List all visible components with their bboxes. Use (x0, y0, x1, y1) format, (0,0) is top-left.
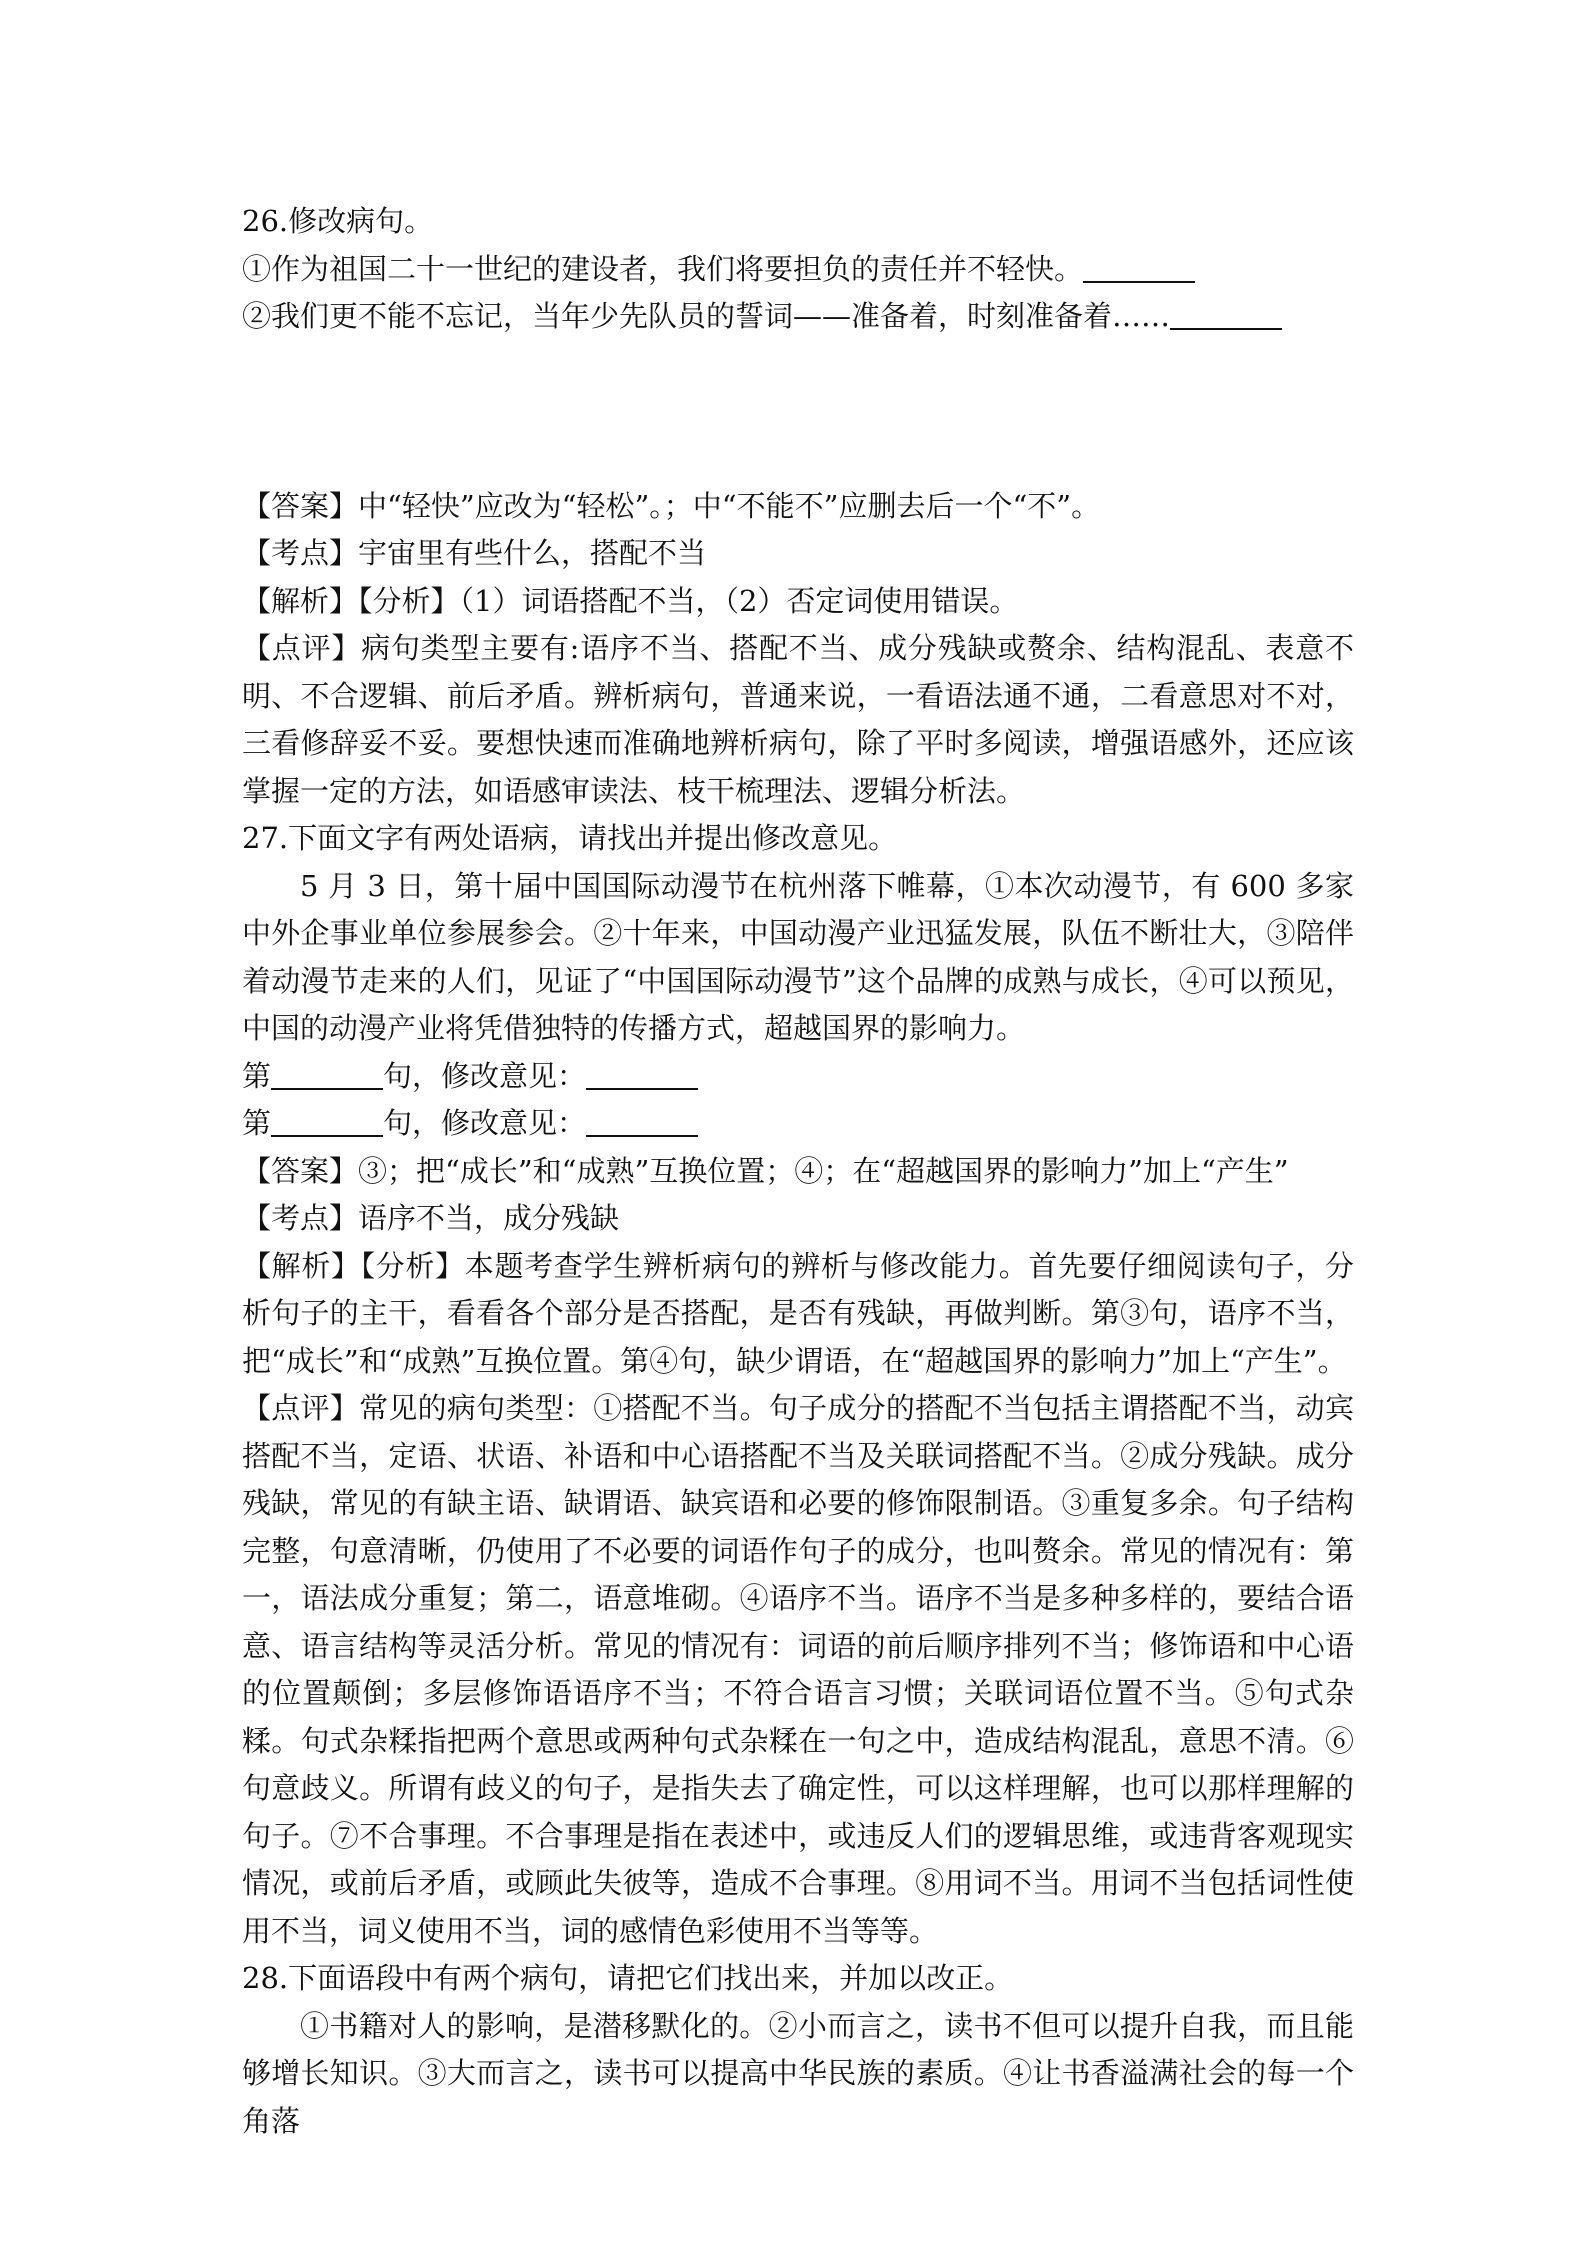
revision-blank[interactable] (586, 1105, 698, 1137)
q26-answer: 【答案】中“轻快”应改为“轻松”。；中“不能不”应删去后一个“不”。 (242, 488, 1101, 523)
q26-point: 【考点】宇宙里有些什么，搭配不当 (242, 536, 707, 570)
fill-prefix: 第 (242, 1058, 272, 1093)
fill-prefix: 第 (242, 1106, 272, 1140)
q27-comment: 【点评】常见的病句类型：①搭配不当。句子成分的搭配不当包括主谓搭配不当，动宾搭配不当，定语、状语、补语和中心语搭配不当及关联词搭配不当。②成分残缺。成分残缺，常见的有缺主语、缺谓语、缺宾语和必要的修饰限制语。③重复多余。句子结构完整，句意清晰，仍使用了不必要的词语作句子的成分，也叫赘余。常见的情况有：第一，语法成分重复；第二，语意堆砌。④语序不当。语序不当是多种多样的，要结合语意、语言结构等灵活分析。常见的情况有：词语的前后顺序排列不当；修饰语和中心语的位置颠倒；多层修饰语语序不当；不符合语言习惯；关联词语位置不当。⑤句式杂糅。句式杂糅指把两个意思或两种句式杂糅在一句之中，造成结构混乱，意思不清。⑥句意歧义。所谓有歧义的句子，是指失去了确定性，可以这样理解，也可以那样理解的句子。⑦不合事理。不合事理是指在表述中，或违反人们的逻辑思维，或违背客观现实情况，或前后矛盾，或顾此失彼等，造成不合事理。⑧用词不当。用词不当包括词性使用不当，词义使用不当，词的感情色彩使用不当等等。 (242, 1391, 1354, 1948)
q27-analysis: 【解析】【分析】本题考查学生辨析病句的辨析与修改能力。首先要仔细阅读句子，分析句子的主干，看看各个部分是否搭配，是否有残缺，再做判断。第③句，语序不当，把“成长”和“成熟”互换位置。第④句，缺少谓语，在“超越国界的影响力”加上“产生”。 (242, 1248, 1354, 1378)
fill-middle: 句，修改意见： (383, 1058, 587, 1093)
fill-middle: 句，修改意见： (383, 1106, 587, 1140)
document-content (242, 198, 1354, 2145)
q27-passage: 5 月 3 日，第十届中国国际动漫节在杭州落下帷幕，①本次动漫节，有 600 多家中外企事业单位参展参会。②十年来，中国动漫产业迅猛发展，队伍不断壮大，③陪伴着动漫节走来的人们，见证了“中国国际动漫节”这个品牌的成熟与成长，④可以预见，中国的动漫产业将凭借独特的传播方式，超越国界的影响力。 (242, 868, 1354, 1045)
q26-comment: 【点评】病句类型主要有:语序不当、搭配不当、成分残缺或赘余、结构混乱、表意不明、不合逻辑、前后矛盾。辨析病句，普通来说，一看语法通不通，二看意思对不对，三看修辞妥不妥。要想快速而准确地辨析病句，除了平时多阅读，增强语感外，还应该掌握一定的方法，如语感审读法、枝干梳理法、逻辑分析法。 (242, 631, 1354, 808)
q28-passage: ①书籍对人的影响，是潜移默化的。②小而言之，读书不但可以提升自我，而且能够增长知识。③大而言之，读书可以提高中华民族的素质。④让书香溢满社会的每一个角落 (242, 2008, 1354, 2138)
q27-point: 【考点】语序不当，成分残缺 (242, 1201, 620, 1235)
q27-fill-line-1 (242, 1053, 1354, 1101)
q26-analysis: 【解析】【分析】（1）词语搭配不当，（2）否定词使用错误。 (242, 583, 1019, 618)
q26-sentence-1 (242, 246, 1354, 294)
sentence-number-blank[interactable] (271, 1105, 383, 1137)
q26-sentence-1-text: ①作为祖国二十一世纪的建设者，我们将要担负的责任并不轻快。 (242, 251, 1084, 286)
answer-blank[interactable] (1170, 298, 1282, 330)
q27-title: 27.下面文字有两处语病，请找出并提出修改意见。 (242, 821, 898, 855)
q26-title: 26.修改病句。 (242, 204, 434, 238)
q27-fill-line-2 (242, 1100, 1354, 1148)
revision-blank[interactable] (586, 1058, 698, 1090)
q26-sentence-2-text: ②我们更不能不忘记，当年少先队员的誓词——准备着，时刻准备着…… (242, 299, 1171, 333)
q26-sentence-2 (242, 293, 1354, 341)
q28-title: 28.下面语段中有两个病句，请把它们找出来，并加以改正。 (242, 1961, 1014, 1995)
q27-answer: 【答案】③；把“成长”和“成熟”互换位置；④；在“超越国界的影响力”加上“产生” (242, 1153, 1289, 1188)
blank-spacer (242, 341, 1354, 483)
sentence-number-blank[interactable] (271, 1058, 383, 1090)
answer-blank[interactable] (1083, 251, 1195, 283)
